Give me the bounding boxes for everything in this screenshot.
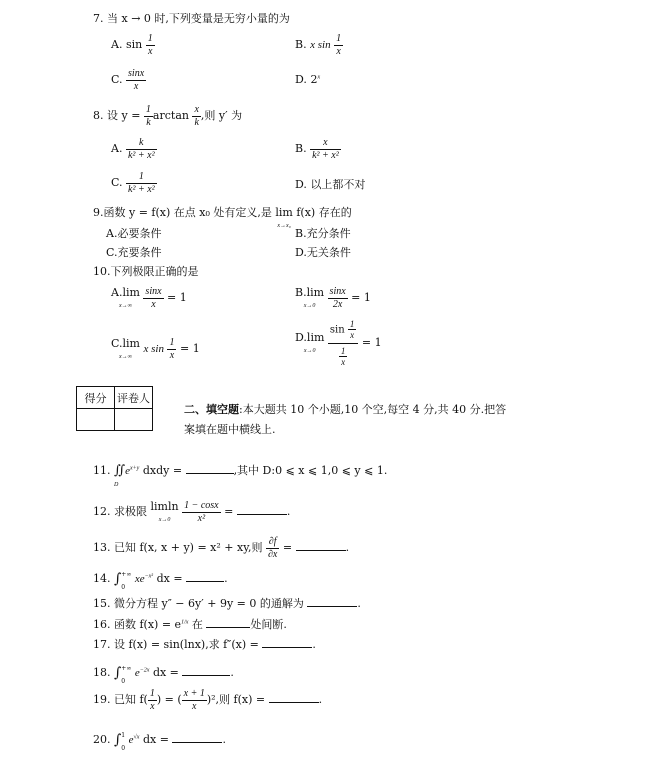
fraction: $\frac{1}{x}$: [147, 33, 153, 57]
q7-option-c: C. $\frac{\sin x}{x}$: [111, 68, 145, 92]
integral-sign: ∫: [114, 732, 122, 749]
q15: 15. 微分方程 y″ − 6y′ + 9y = 0 的通解为 .: [93, 597, 361, 610]
score-box: [76, 386, 153, 431]
answer-blank[interactable]: [269, 693, 319, 703]
q9-option-a: A.必要条件: [106, 227, 162, 240]
q13: 13. 已知 f(x, x + y) = x² + xy,则 $\frac{\partial f}{\partial x}$ = .: [93, 536, 350, 560]
fraction: $\frac{x + 1}{x}$: [183, 688, 205, 712]
q8-stem: 8. 设 y = $\frac{1}{k}$ arctan $\frac{x}{k}$ ,则 y′ 为: [93, 104, 243, 128]
answer-blank[interactable]: [262, 638, 312, 648]
score-header: 得分: [77, 387, 115, 409]
q9-stem: 9.函数 y = f(x) 在点 x₀ 处有定义,是 lim x→x₀ f(x) 存在的: [93, 206, 352, 229]
grader-header: 评卷人: [115, 387, 153, 409]
answer-blank[interactable]: [186, 572, 224, 582]
q9-option-d: D.无关条件: [295, 246, 351, 259]
answer-blank[interactable]: [237, 505, 287, 515]
section2-instruction-2: 案填在题中横线上.: [184, 423, 276, 436]
q7-option-d: D. 2$^x$: [295, 73, 321, 86]
q20: 20. ∫1 0 $e^{√x}$ dx = .: [93, 732, 226, 753]
answer-blank[interactable]: [296, 541, 346, 551]
fraction: $\frac{1 - \cos x}{\text{x²}}$: [184, 500, 219, 524]
q18: 18. ∫+∞ 0 $e^{-2x}$ dx = .: [93, 665, 234, 686]
q8-option-b: B. $\frac{x}{\text{k² + x²}}$: [295, 137, 339, 161]
q7-option-a: A. sin $\frac{1}{x}$: [111, 33, 153, 57]
fraction: $\frac{1}{\text{k² + x²}}$: [128, 171, 155, 195]
integral-sign: ∫: [114, 571, 122, 588]
q10-stem: 10.下列极限正确的是: [93, 265, 199, 278]
fraction: $\frac{\sin x}{2x}$: [329, 286, 346, 310]
fraction: $\frac{\partial f}{\partial x}$: [267, 536, 278, 560]
section2-heading: 二、填空题:本大题共 10 个小题,10 个空,每空 4 分,共 40 分.把答: [184, 403, 507, 416]
q10-option-b: B.lim x→0 $\frac{\sin x}{2x}$ = 1: [295, 286, 371, 310]
answer-blank[interactable]: [206, 618, 250, 628]
q11: 11. ∬ $De^{x+y}$ dxdy = ,其中 D:0 ⩽ x ⩽ 1,0 ⩽ y ⩽ 1.: [93, 463, 388, 488]
q10-option-a: A.lim x→∞ $\frac{\sin x}{x}$ = 1: [111, 286, 187, 310]
fraction: $\frac{x}{k}$: [194, 104, 199, 128]
q19: 19. 已知 f( $\frac{1}{x}$ ) = ( $\frac{x + 1}{x}$ )²,则 f(x) = .: [93, 688, 323, 712]
q8-option-a: A. $\frac{k}{\text{k² + x²}}$: [111, 137, 155, 161]
fraction: $\frac{1}{x}$: [169, 337, 175, 361]
compound-fraction: sin $\frac{1}{x}$ $\frac{1}{x}$: [328, 319, 358, 367]
answer-blank[interactable]: [172, 733, 222, 743]
fraction: $\frac{x}{\text{k² + x²}}$: [312, 137, 339, 161]
q10-option-c: C.lim x→∞ x sin $\frac{1}{x}$ = 1: [111, 337, 200, 361]
fraction: $\frac{\sin x}{x}$: [145, 286, 162, 310]
q9-option-b: B.充分条件: [295, 227, 351, 240]
fraction: $\frac{\sin x}{x}$: [128, 68, 145, 92]
q8-option-d: D. 以上都不对: [295, 178, 366, 191]
answer-blank[interactable]: [182, 666, 230, 676]
fraction: $\frac{k}{\text{k² + x²}}$: [127, 137, 155, 161]
grader-cell: [115, 409, 153, 431]
q7-option-b: B. x sin $\frac{1}{x}$: [295, 33, 342, 57]
q16: 16. 函数 $f(x) = e^{1/x}$ 在 处间断.: [93, 618, 287, 631]
q12: 12. 求极限 limln x→0 $\frac{1 - \cos x}{\text{x²}}$ = .: [93, 500, 291, 524]
q10-option-d: D.lim x→0 sin $\frac{1}{x}$ $\frac{1}{x}$ = 1: [295, 319, 382, 368]
score-cell: [77, 409, 115, 431]
limit: lim x→x₀: [275, 206, 293, 229]
fraction: $\frac{1}{x}$: [149, 688, 155, 712]
q7-stem: 7. 当 x → 0 时,下列变量是无穷小量的为: [93, 12, 290, 25]
q17: 17. 设 f(x) = sin(lnx),求 f″(x) = .: [93, 638, 316, 651]
q9-option-c: C.充要条件: [106, 246, 162, 259]
fraction: $\frac{1}{k}$: [145, 104, 151, 128]
integral-sign: ∫: [114, 665, 122, 682]
q8-option-c: C. $\frac{1}{\text{k² + x²}}$: [111, 171, 155, 195]
answer-blank[interactable]: [186, 464, 234, 474]
fraction: $\frac{1}{x}$: [336, 33, 342, 57]
answer-blank[interactable]: [307, 597, 357, 607]
q14: 14. ∫+∞ 0 $xe^{-x^2}$ dx = .: [93, 571, 228, 592]
